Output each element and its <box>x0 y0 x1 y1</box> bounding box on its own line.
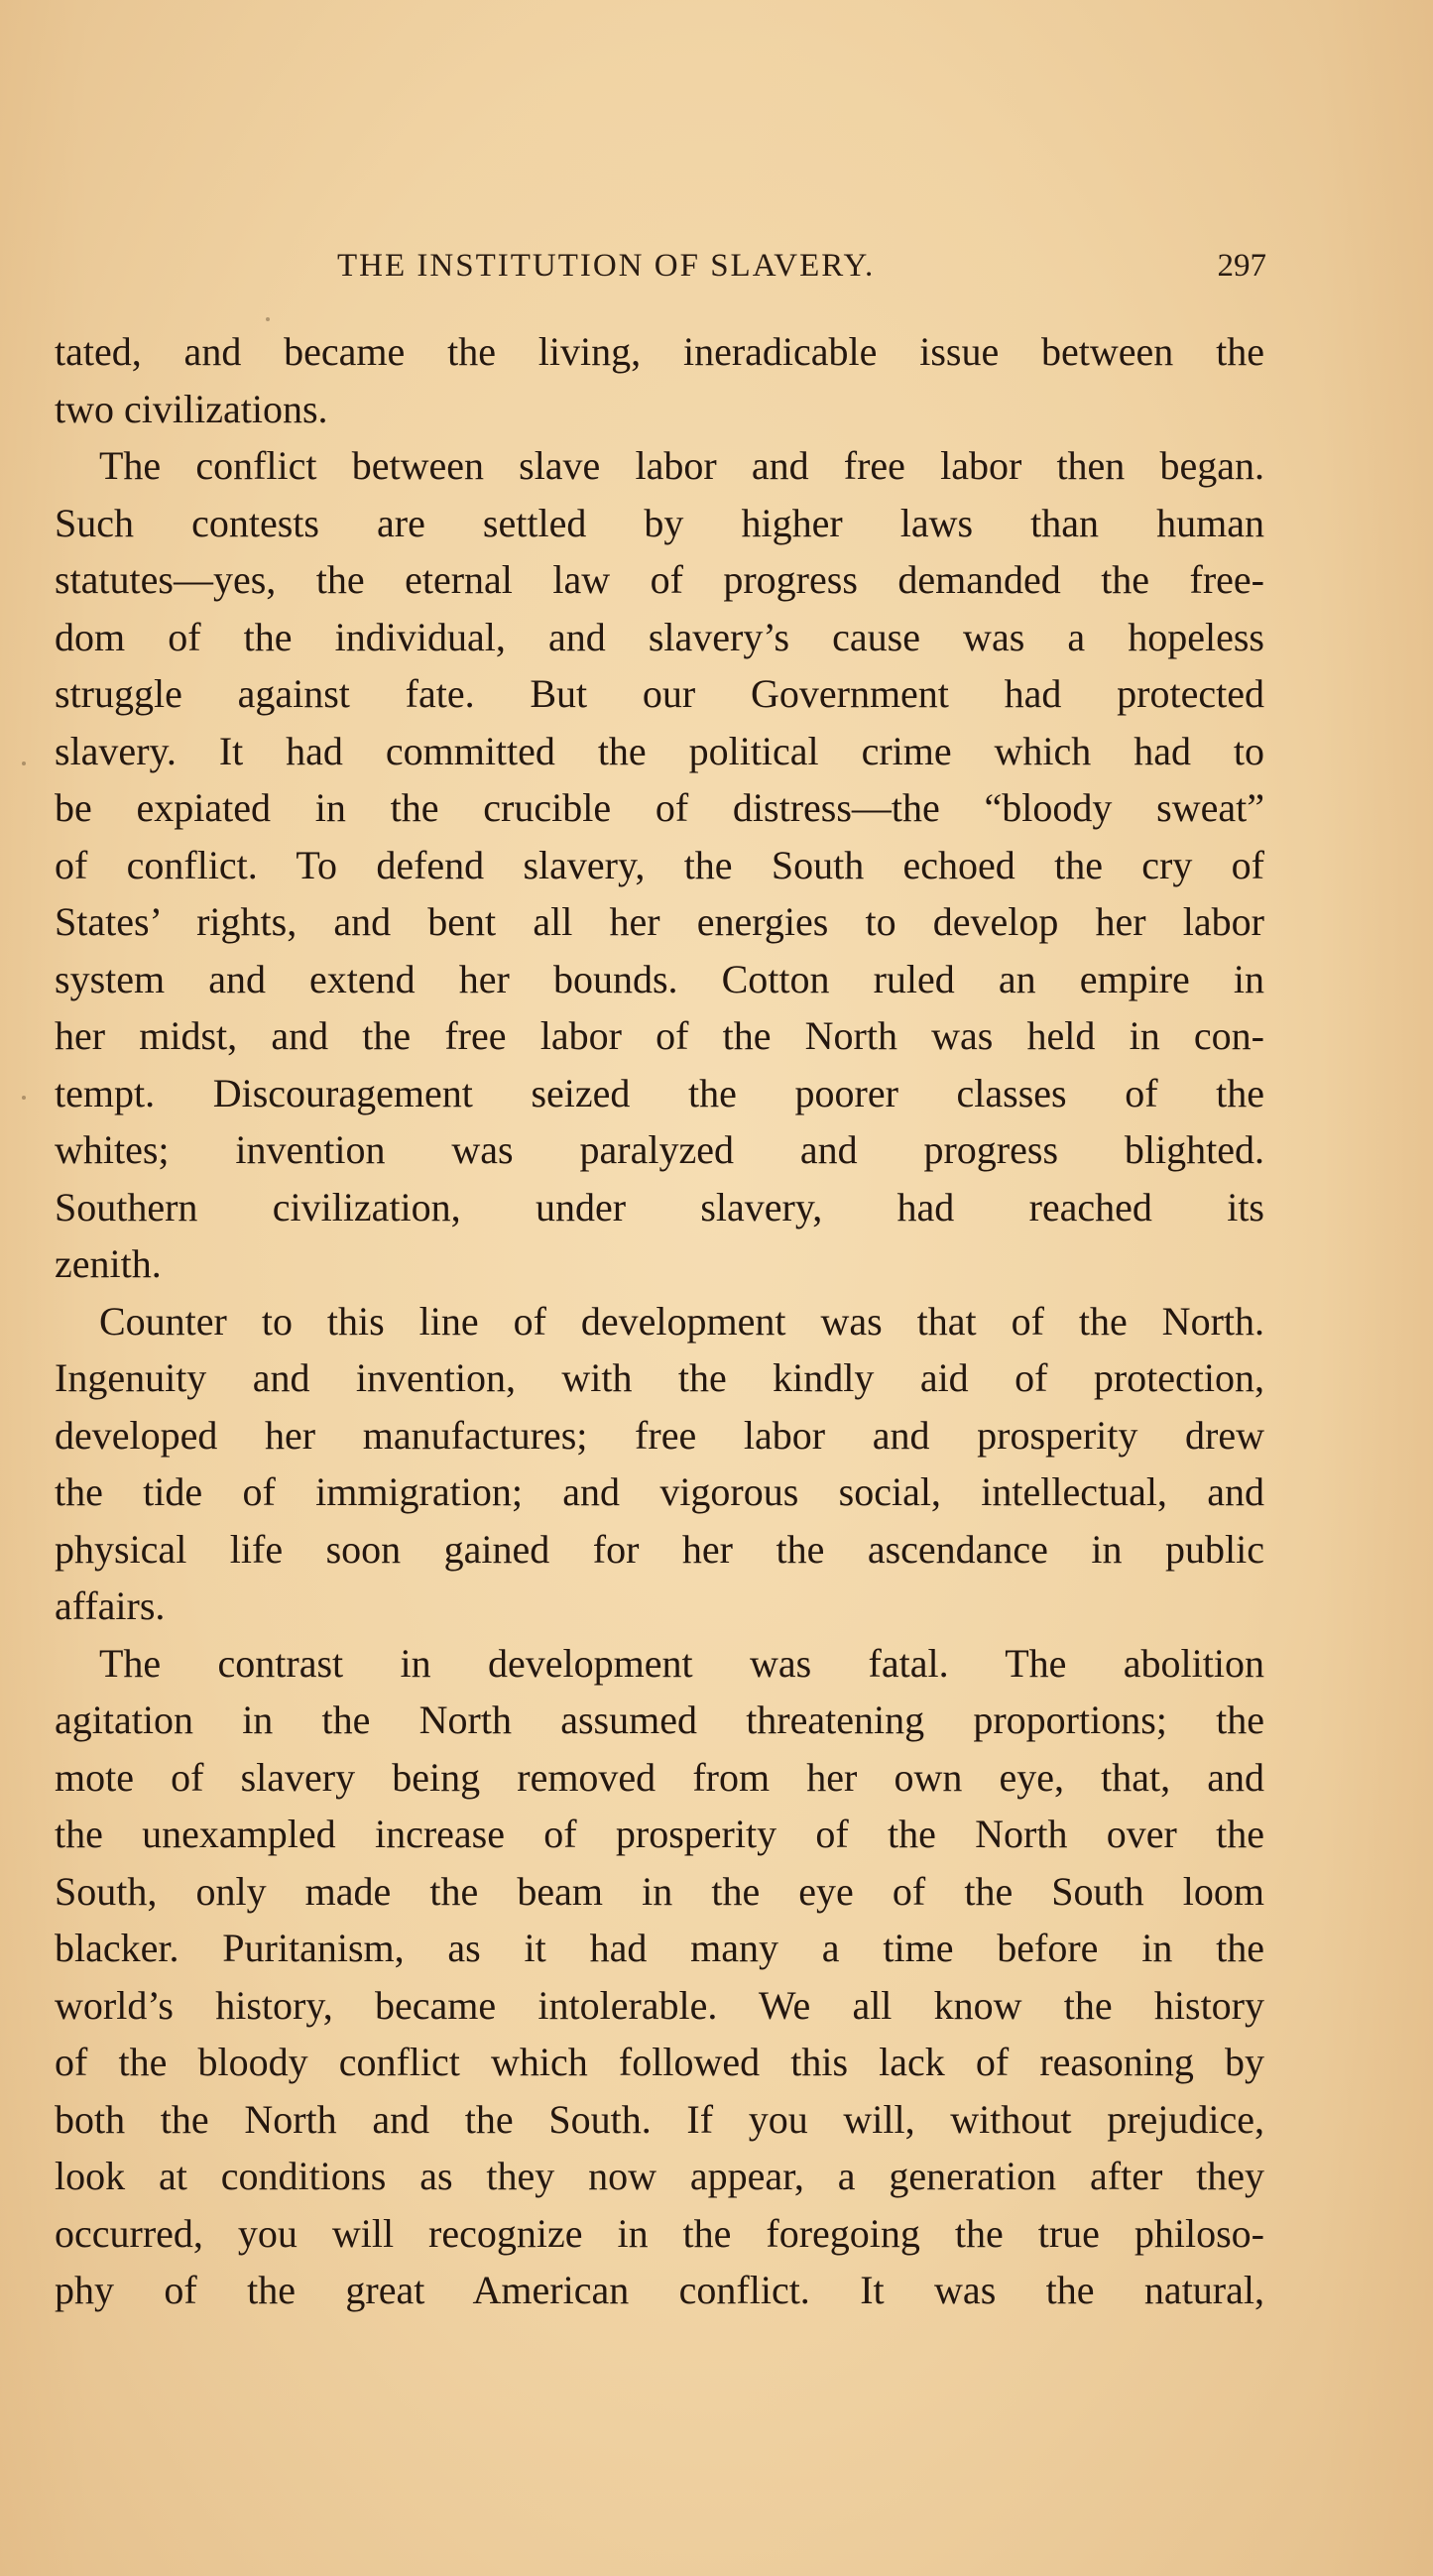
text-line: statutes—yes, the eternal law of progress demanded the free- <box>55 557 1264 602</box>
page-number: 297 <box>1217 248 1266 284</box>
text-line: affairs. <box>55 1583 166 1628</box>
text-line: the tide of immigration; and vigorous social, intellectual, and <box>55 1469 1264 1514</box>
paper-speck <box>22 761 26 765</box>
text-line: of the bloody conflict which followed this lack of reasoning by <box>55 2040 1264 2084</box>
text-line: South, only made the beam in the eye of the South loom <box>55 1868 1264 1914</box>
text-line: blacker. Puritanism, as it had many a time before in the <box>55 1926 1264 1970</box>
text-line: agitation in the North assumed threatening proportions; the <box>55 1698 1264 1742</box>
text-line: The contrast in development was fatal. The abolition <box>99 1640 1264 1686</box>
text-line: two civilizations. <box>55 386 328 431</box>
text-line: of conflict. To defend slavery, the South echoed the cry of <box>55 842 1264 887</box>
text-line: mote of slavery being removed from her own eye, that, and <box>55 1754 1264 1800</box>
text-line: system and extend her bounds. Cotton ruled an empire in <box>55 956 1264 1001</box>
text-line: zenith. <box>55 1241 162 1286</box>
text-line: Such contests are settled by higher laws than human <box>55 500 1264 545</box>
text-line: occurred, you will recognize in the foregoing the true philoso- <box>55 2210 1264 2256</box>
text-line: Southern civilization, under slavery, had reached its <box>55 1184 1264 1229</box>
text-line: States’ rights, and bent all her energies to develop her labor <box>55 899 1264 944</box>
paper-speck <box>266 317 270 321</box>
text-line: be expiated in the crucible of distress—the “bloody sweat” <box>55 785 1264 830</box>
text-line: The conflict between slave labor and free labor then began. <box>99 443 1264 488</box>
text-line: her midst, and the free labor of the North was held in con- <box>55 1013 1264 1058</box>
text-line: Ingenuity and invention, with the kindly aid of protection, <box>55 1355 1264 1400</box>
body-text <box>55 323 1264 2319</box>
text-line: physical life soon gained for her the ascendance in public <box>55 1526 1264 1572</box>
text-line: look at conditions as they now appear, a generation after they <box>55 2154 1264 2198</box>
text-line: developed her manufactures; free labor and prosperity drew <box>55 1412 1264 1458</box>
text-line: struggle against fate. But our Government had protected <box>55 671 1264 716</box>
text-line: tated, and became the living, ineradicable issue between the <box>55 329 1264 374</box>
running-head <box>0 248 1433 297</box>
text-line: tempt. Discouragement seized the poorer classes of the <box>55 1070 1264 1115</box>
paper-speck <box>22 1096 26 1100</box>
text-line: slavery. It had committed the political crime which had to <box>55 728 1264 773</box>
text-line: both the North and the South. If you will, without prejudice, <box>55 2096 1264 2142</box>
text-line: whites; invention was paralyzed and progress blighted. <box>55 1127 1264 1172</box>
text-line: the unexampled increase of prosperity of the North over the <box>55 1812 1264 1856</box>
text-line: world’s history, became intolerable. We all know the history <box>55 1982 1264 2028</box>
running-title: THE INSTITUTION OF SLAVERY. <box>337 248 876 284</box>
text-line: dom of the individual, and slavery’s cause was a hopeless <box>55 614 1264 659</box>
text-line: Counter to this line of development was that of the North. <box>99 1298 1264 1344</box>
text-line: phy of the great American conflict. It was the natural, <box>55 2268 1264 2312</box>
